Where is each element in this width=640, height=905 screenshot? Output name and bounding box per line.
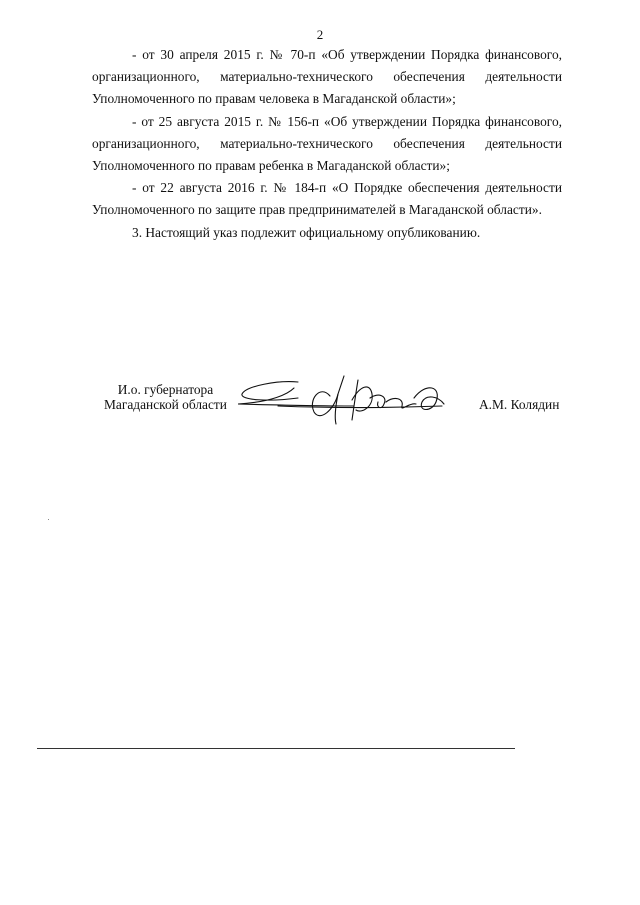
handwritten-signature xyxy=(238,372,458,432)
clause-publication: 3. Настоящий указ подлежит официальному опубликованию. xyxy=(132,224,481,240)
list-item-decree-184: - от 22 августа 2016 г. № 184-п «О Порядке обеспечения деятельности Уполномоченного по защите прав предпринимателей в Магаданской области». xyxy=(92,180,562,218)
signatory-title-line1: И.о. губернатора xyxy=(117,382,214,397)
bottom-divider xyxy=(37,748,515,749)
list-item-decree-156: - от 25 августа 2015 г. № 156-п «Об утверждении Порядка финансового, организационного, материально-технического обеспечения деятельности Уполномоченного по правам ребенка в Магаданской области»; xyxy=(92,113,562,174)
signatory-title-line2: Магаданской области xyxy=(104,397,227,412)
signatory-title xyxy=(104,382,227,412)
document-body xyxy=(92,44,562,244)
scan-speck xyxy=(48,519,49,520)
list-item-decree-70: - от 30 апреля 2015 г. № 70-п «Об утверждении Порядка финансового, организационного, материально-технического обеспечения деятельности Уполномоченного по правам человека в Магаданской области»; xyxy=(92,47,562,107)
signatory-name: А.М. Колядин xyxy=(479,397,560,412)
page-number: 2 xyxy=(316,27,324,42)
